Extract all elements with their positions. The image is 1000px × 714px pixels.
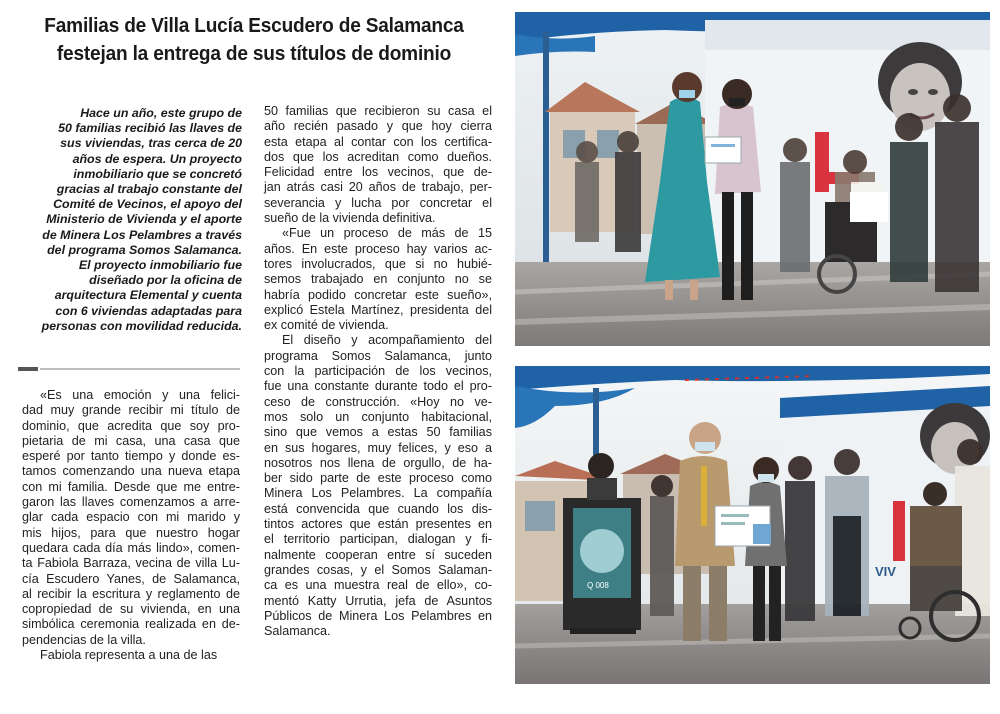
lead-line: de Minera Los Pelambres a través: [42, 227, 242, 242]
body-line: con mi familia. Desde que me entre-: [22, 479, 240, 494]
podium-text: Q 008: [587, 581, 609, 590]
body-column-1: [22, 388, 240, 663]
body-paragraph: [264, 104, 492, 226]
body-line: Felicidad entre los vecinos, que de-: [264, 165, 492, 180]
body-line: semos trabajado en conjunto no se: [264, 272, 492, 287]
rule-dark-segment: [18, 367, 38, 371]
body-line: glar cada espacio con mi marido y: [22, 510, 240, 525]
body-line: quedara cada día más lindo», comen-: [22, 540, 240, 555]
body-line: el territorio participan, dialogan y fi-: [264, 532, 492, 547]
lead-line: del programa Somos Salamanca.: [47, 242, 242, 257]
body-line: jan atrás casi 20 años de trabajo, per-: [264, 180, 492, 195]
lead-line: sus viviendas, tras cerca de 20: [60, 136, 242, 151]
body-line: ceso de construcción. «Hoy no ve-: [264, 394, 492, 409]
body-line: Públicos de Minera Los Pelambres en: [264, 608, 492, 623]
lead-line: personas con movilidad reducida.: [41, 318, 242, 333]
lead-line: gracias al trabajo constante del: [56, 182, 242, 197]
body-line: pendencias de la villa.: [22, 632, 146, 647]
body-line: El diseño y acompañamiento del: [282, 333, 492, 348]
body-line: año recién pasado y que hoy cierra: [264, 119, 492, 134]
body-line: al recibir la escritura y reglamento de: [22, 586, 240, 601]
body-line: mentó Katty Urrutia, jefa de Asuntos: [264, 593, 492, 608]
body-line: Fabiola representa a una de las: [40, 648, 218, 663]
lead-line: con 6 viviendas adaptadas para: [55, 303, 242, 318]
lead-line: inmobiliario que se concretó: [73, 166, 242, 181]
body-line: esta etapa al contar con los certifica-: [264, 134, 492, 149]
body-line: en sus hogares, muy felices, y eso a: [264, 440, 492, 455]
body-line: garon las llaves comenzamos a arre-: [22, 495, 240, 510]
photo-title-delivery: [515, 366, 990, 684]
banner-text: VIV: [875, 564, 896, 579]
body-line: 50 familias que recibieron su casa el: [264, 104, 492, 118]
body-paragraph: [22, 648, 240, 663]
body-line: mis hijos, para que nuestro hogar: [22, 525, 240, 540]
body-line: habría podido concretar este sueño»,: [264, 287, 492, 302]
body-line: severancia y lucha por concretar el: [264, 195, 492, 210]
body-line: sueño de la vivienda definitiva.: [264, 211, 436, 226]
photo-2-illustration: [515, 366, 990, 684]
lead-line: Ministerio de Vivienda y el aporte: [46, 212, 242, 227]
body-paragraph: [264, 226, 492, 333]
rule-light-segment: [40, 368, 240, 370]
body-line: pietaria de mi casa, una casa que: [22, 433, 240, 448]
body-line: ex comité de vivienda.: [264, 318, 389, 333]
body-line: tintos actores que están presentes en: [264, 517, 492, 532]
photo-certificate-handover: [515, 12, 990, 346]
lead-line: 50 familias recibió las llaves de: [58, 121, 242, 136]
body-line: mos solo un conjunto habitacional,: [264, 409, 492, 424]
body-paragraph: [22, 388, 240, 648]
body-paragraph: [264, 333, 492, 639]
photo-1-illustration: [515, 12, 990, 346]
lead-line: años de espera. Un proyecto: [72, 151, 242, 166]
body-line: «Es una emoción y una felici-: [40, 388, 240, 402]
body-line: tamos comenzando una nueva etapa: [22, 464, 240, 479]
headline-line-1: Familias de Villa Lucía Escudero de Salamanca: [44, 14, 464, 37]
body-line: nosotros nos llena de orgullo, de ha-: [264, 455, 492, 470]
body-line: está convencida que cuando los dis-: [264, 501, 492, 516]
body-line: cía Escudero Yanes, de Salamanca,: [22, 571, 240, 586]
body-line: simbólica ceremonia realizada en de-: [22, 617, 240, 632]
body-line: ca es una muestra real de ello», co-: [264, 578, 492, 593]
lead-line: Comité de Vecinos, el apoyo del: [53, 197, 242, 212]
body-line: programa Somos Salamanca, junto: [264, 348, 492, 363]
body-line: «Fue un proceso de más de 15: [282, 226, 492, 241]
body-line: copropiedad de su vivienda, en una: [22, 602, 240, 617]
body-line: años. En este proceso hay varios ac-: [264, 241, 492, 256]
body-line: sino que vemos a estas 50 familias: [264, 425, 492, 440]
body-line: ber sido parte de este proceso como: [264, 471, 492, 486]
body-line: dad muy grande recibir mi título de: [22, 403, 240, 418]
body-line: explicó Estela Martínez, presidenta del: [264, 302, 492, 317]
body-line: Minera Los Pelambres. La compañía: [264, 486, 492, 501]
body-line: esperé por tanto tiempo y donde es-: [22, 449, 240, 464]
lead-line: El proyecto inmobiliario fue: [78, 258, 242, 273]
body-line: dos que los acreditan como dueños.: [264, 149, 492, 164]
body-line: grandes cosas, y el Somos Salaman-: [264, 562, 492, 577]
body-line: tores involucrados, que si no hubié-: [264, 256, 492, 271]
article-lead: [14, 106, 242, 334]
body-column-2: [264, 104, 492, 639]
lead-line: Hace un año, este grupo de: [80, 106, 242, 120]
body-line: con la participación de los vecinos,: [264, 364, 492, 379]
lead-line: arquitectura Elemental y cuenta: [54, 288, 242, 303]
lead-separator-rule: [18, 367, 240, 371]
body-line: ta Fabiola Barraza, vecina de villa Lu-: [22, 556, 240, 571]
body-line: nalmente cooperan entre sí suceden: [264, 547, 492, 562]
article-headline: [31, 12, 477, 68]
body-line: fue una constante durante todo el pro-: [264, 379, 492, 394]
headline-line-2: festejan la entrega de sus títulos de dominio: [56, 42, 452, 65]
body-line: dominio, que acredita que soy pro-: [22, 418, 240, 433]
lead-line: diseñado por la oficina de: [89, 273, 242, 288]
body-line: Salamanca.: [264, 624, 331, 639]
